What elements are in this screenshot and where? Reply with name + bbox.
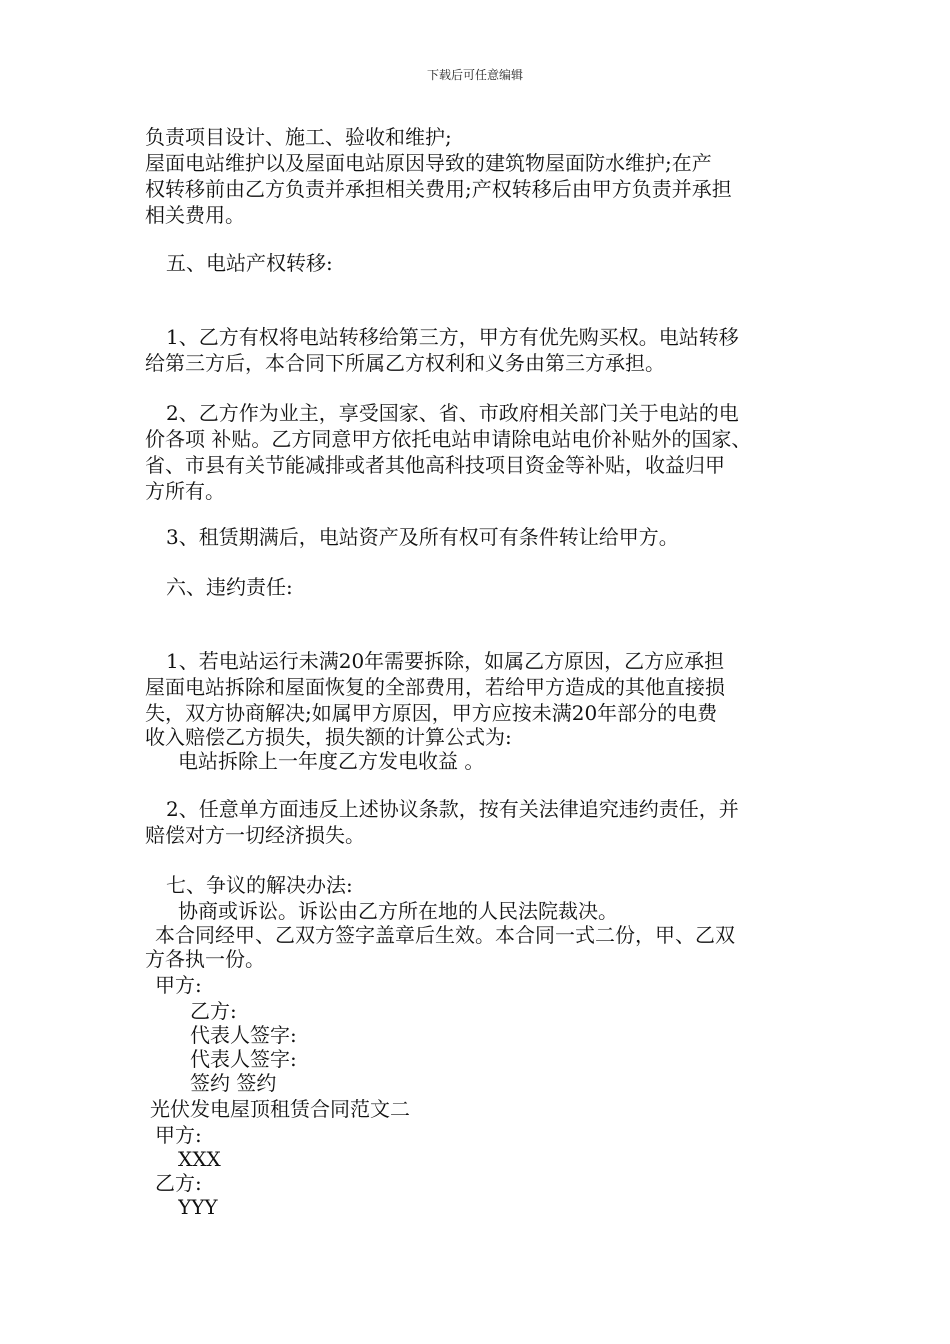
text-line: 相关费用。 — [145, 203, 245, 227]
text-line: 1、若电站运行未满20年需要拆除，如属乙方原因，乙方应承担 — [166, 649, 725, 673]
text-line: 2、任意单方面违反上述协议条款，按有关法律追究违约责任，并 — [166, 797, 739, 821]
text-line: 1、乙方有权将电站转移给第三方，甲方有优先购买权。电站转移 — [166, 325, 739, 349]
text-line: 方各执一份。 — [145, 947, 265, 971]
section-heading: 五、电站产权转移: — [166, 251, 333, 275]
text-line: 给第三方后，本合同下所属乙方权利和义务由第三方承担。 — [145, 351, 665, 375]
text-line: 权转移前由乙方负责并承担相关费用;产权转移后由甲方负责并承担 — [145, 177, 732, 201]
text-line: 失，双方协商解决;如属甲方原因，甲方应按未满20年部分的电费 — [145, 701, 718, 725]
signature-label: 乙方: — [190, 999, 237, 1023]
text-line: 赔偿对方一切经济损失。 — [145, 823, 365, 847]
text-line: 2、乙方作为业主，享受国家、省、市政府相关部门关于电站的电 — [166, 401, 739, 425]
party-label: 甲方: — [155, 1123, 202, 1147]
party-label: 乙方: — [155, 1171, 202, 1195]
text-line: 收入赔偿乙方损失，损失额的计算公式为: — [145, 725, 512, 749]
text-line: 协商或诉讼。诉讼由乙方所在地的人民法院裁决。 — [178, 899, 618, 923]
signature-label: 代表人签字: — [190, 1047, 297, 1071]
signature-label: 甲方: — [155, 973, 202, 997]
text-line: 价各项 补贴。乙方同意甲方依托电站申请除电站电价补贴外的国家、 — [145, 427, 752, 451]
document-title: 光伏发电屋顶租赁合同范文二 — [150, 1097, 410, 1121]
party-name: YYY — [178, 1195, 218, 1219]
text-line: 省、市县有关节能减排或者其他高科技项目资金等补贴，收益归甲 — [145, 453, 725, 477]
text-line: 屋面电站维护以及屋面电站原因导致的建筑物屋面防水维护;在产 — [145, 151, 712, 175]
text-line: 屋面电站拆除和屋面恢复的全部费用，若给甲方造成的其他直接损 — [145, 675, 725, 699]
signature-label: 签约 签约 — [190, 1071, 277, 1095]
text-line: 负责项目设计、施工、验收和维护; — [145, 125, 452, 149]
section-heading: 七、争议的解决办法: — [166, 873, 353, 897]
text-line: 电站拆除上一年度乙方发电收益 。 — [178, 749, 485, 773]
party-name: XXX — [178, 1147, 221, 1171]
text-line: 3、租赁期满后，电站资产及所有权可有条件转让给甲方。 — [166, 525, 679, 549]
section-heading: 六、违约责任: — [166, 575, 293, 599]
text-line: 本合同经甲、乙双方签字盖章后生效。本合同一式二份，甲、乙双 — [155, 923, 735, 947]
text-line: 方所有。 — [145, 479, 225, 503]
page-header: 下载后可任意编辑 — [426, 68, 523, 82]
signature-label: 代表人签字: — [190, 1023, 297, 1047]
